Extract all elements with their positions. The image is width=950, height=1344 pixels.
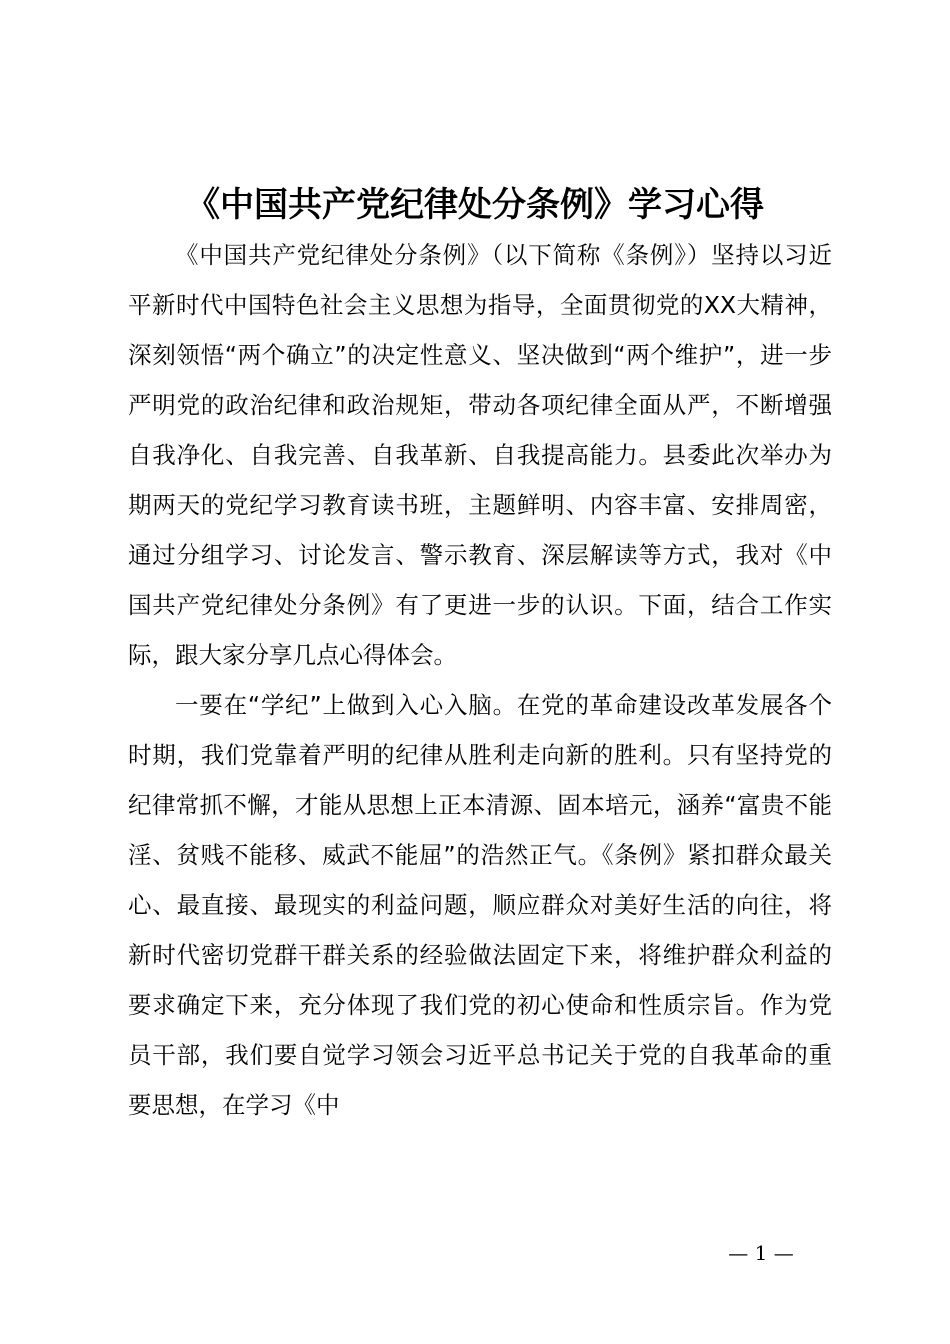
paragraph-intro: 《中国共产党纪律处分条例》（以下简称《条例》）坚持以习近平新时代中国特色社会主义思想为指导，全面贯彻党的XX大精神，深刻领悟“两个确立”的决定性意义、坚决做到“两个维护”，进一步严明党的政治纪律和政治规矩，带动各项纪律全面从严，不断增强自我净化、自我完善、自我革新、自我提高能力。县委此次举办为期两天的党纪学习教育读书班，主题鲜明、内容丰富、安排周密，通过分组学习、讨论发言、警示教育、深层解读等方式，我对《中国共产党纪律处分条例》有了更进一步的认识。下面，结合工作实际，跟大家分享几点心得体会。 <box>128 241 832 669</box>
document-title: 《中国共产党纪律处分条例》学习心得 <box>186 185 764 225</box>
page-number: — 1 — <box>728 1241 794 1265</box>
document-body <box>128 230 832 1130</box>
paragraph-study-discipline: 一要在“学纪”上做到入心入脑。在党的革命建设改革发展各个时期，我们党靠着严明的纪律从胜利走向新的胜利。只有坚持党的纪律常抓不懈，才能从思想上正本清源、固本培元，涵养“富贵不能淫、贫贱不能移、威武不能屈”的浩然正气。《条例》紧扣群众最关心、最直接、最现实的利益问题，顺应群众对美好生活的向往，将新时代密切党群干群关系的经验做法固定下来，将维护群众利益的要求确定下来，充分体现了我们党的初心使命和性质宗旨。作为党员干部，我们要自觉学习领会习近平总书记关于党的自我革命的重要思想，在学习《中 <box>128 691 832 1119</box>
